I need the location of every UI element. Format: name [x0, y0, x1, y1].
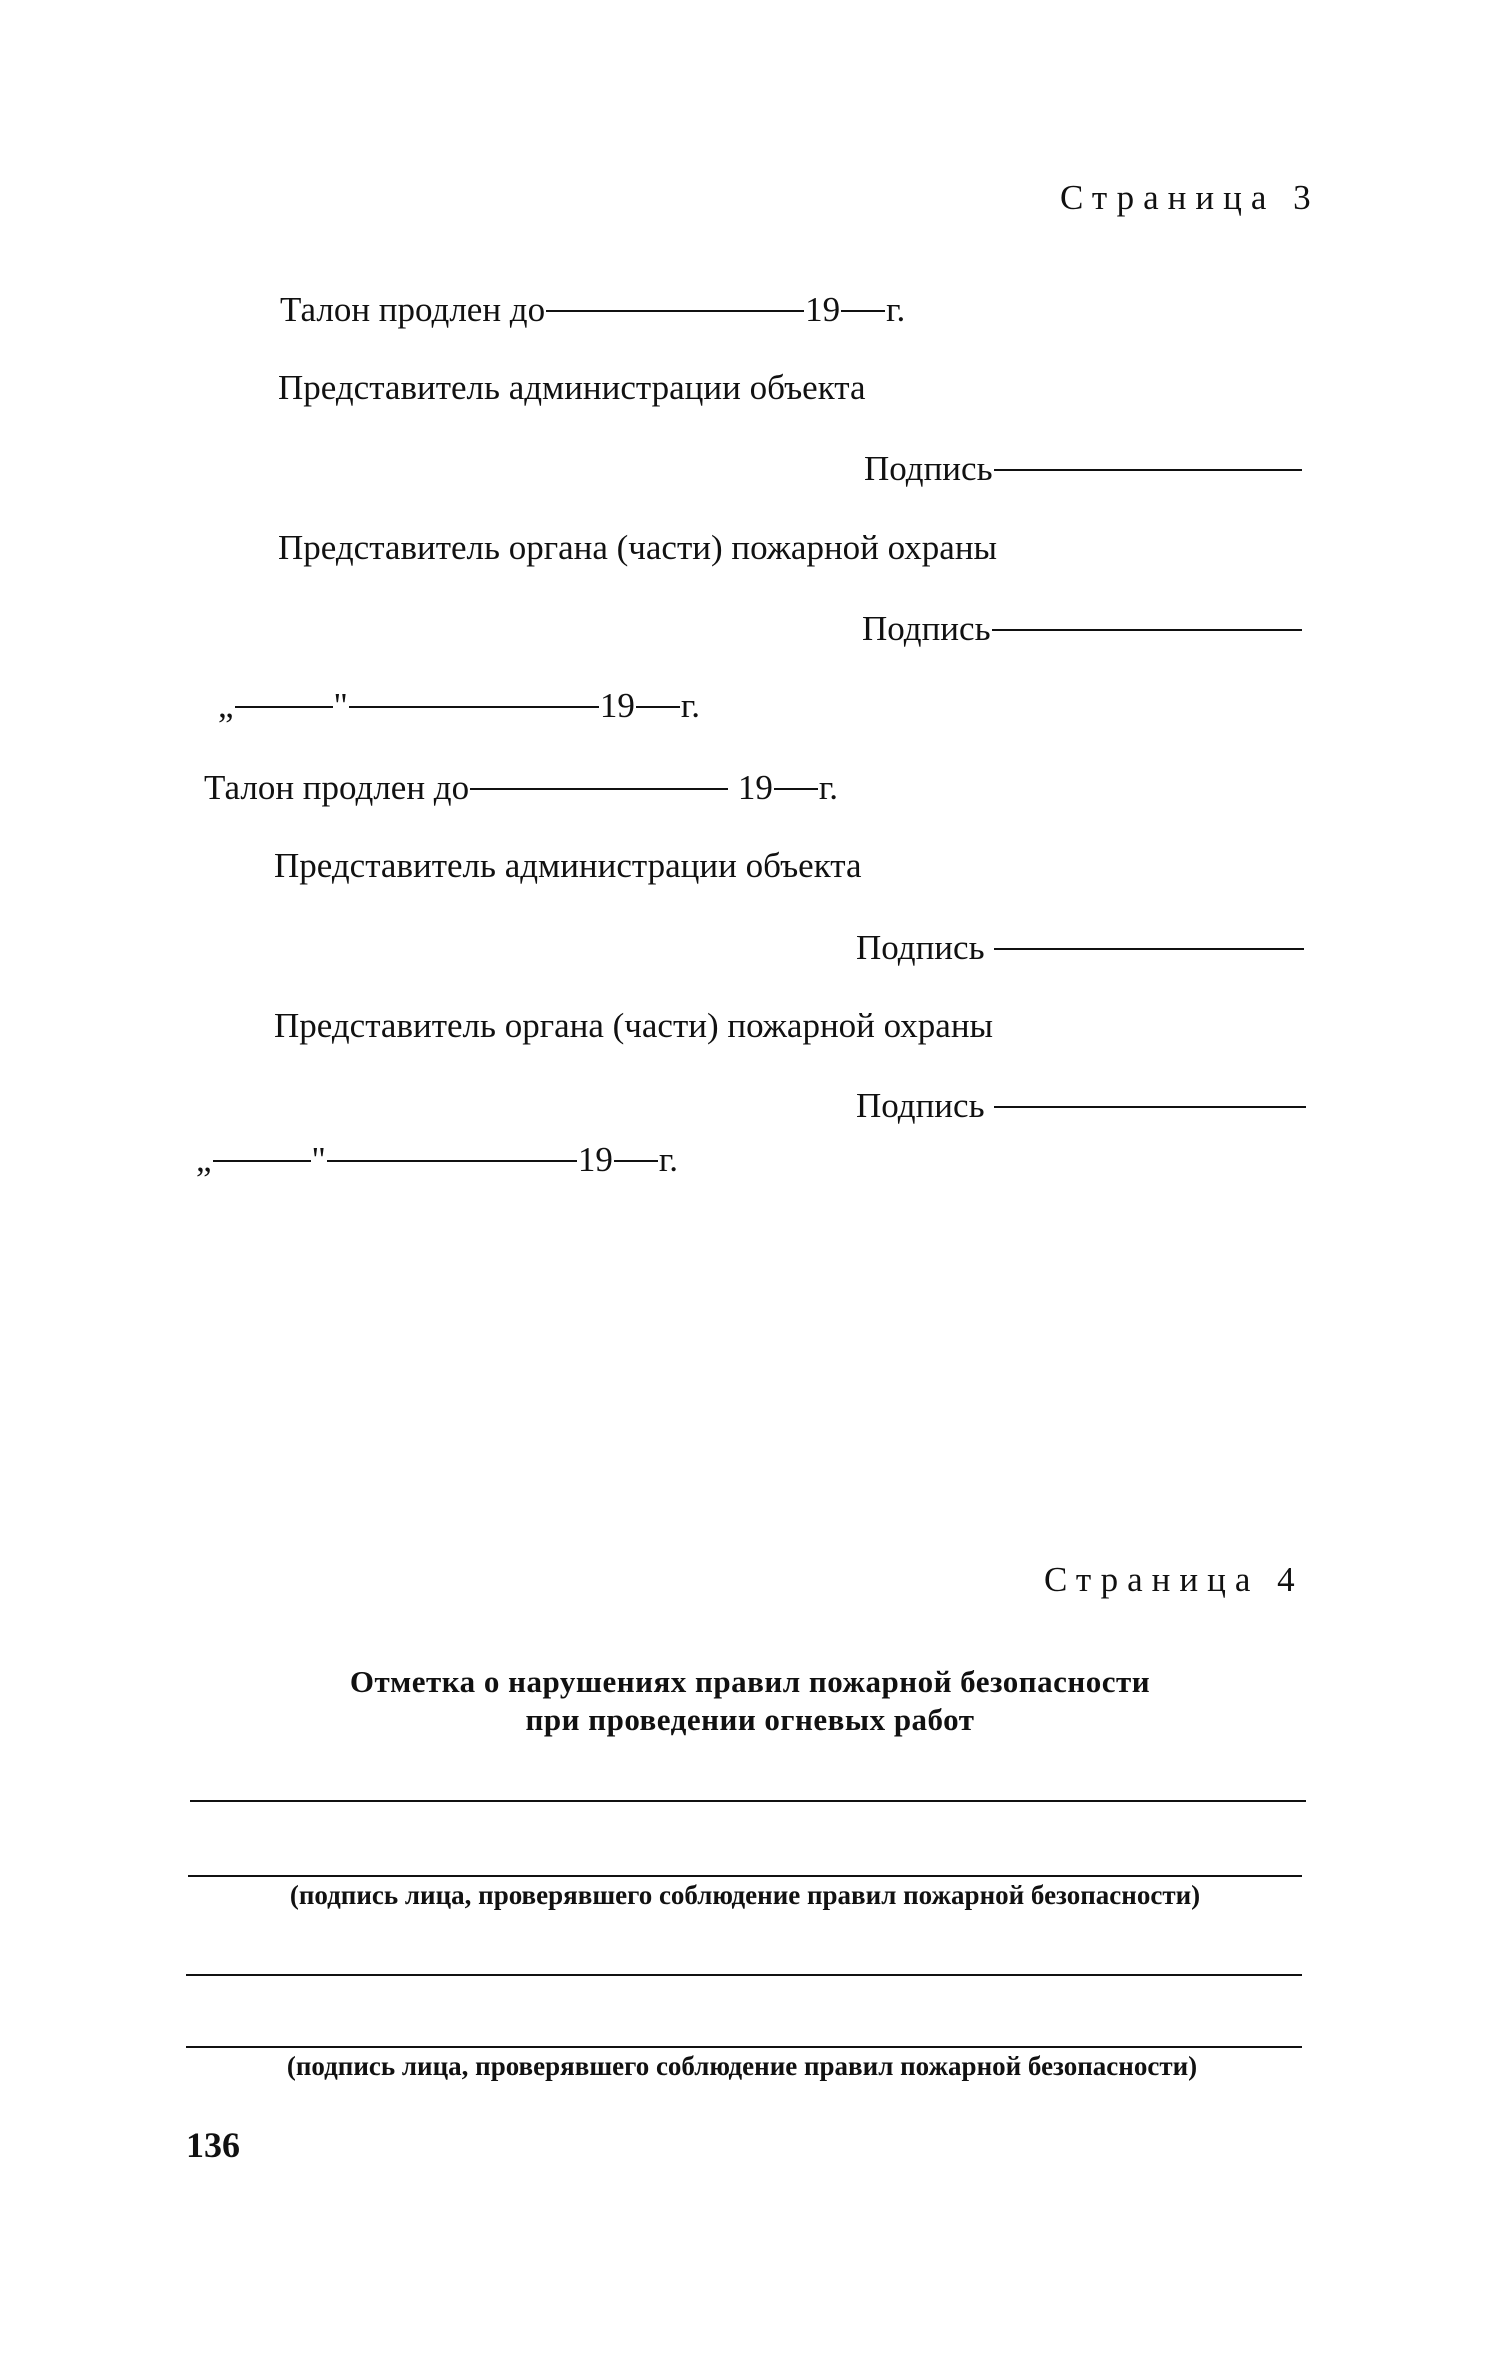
fire-signature-blank[interactable]	[994, 1106, 1306, 1108]
violation-entry-line-2[interactable]	[186, 1974, 1302, 1976]
violation-entry-line-1[interactable]	[190, 1800, 1306, 1802]
year-suffix: г.	[886, 290, 906, 329]
admin-signature-line-1	[864, 449, 1303, 489]
extension-line-2	[204, 768, 838, 808]
year-prefix: 19	[577, 1140, 613, 1179]
month-blank[interactable]	[349, 706, 599, 708]
year-blank[interactable]	[636, 706, 680, 708]
close-quote: "	[333, 686, 348, 725]
extended-label: Талон продлен до	[204, 768, 470, 807]
extended-label: Талон продлен до	[280, 290, 546, 329]
date-line-2	[196, 1140, 678, 1180]
year-blank[interactable]	[841, 310, 885, 312]
month-blank[interactable]	[327, 1160, 577, 1162]
signature-line-1[interactable]	[188, 1875, 1302, 1877]
extension-line-1	[280, 290, 905, 330]
signature-caption-2: (подпись лица, проверявшего соблюдение правил пожарной безопасности)	[286, 2051, 1198, 2081]
year-suffix: г.	[658, 1140, 679, 1179]
extension-date-blank[interactable]	[470, 788, 728, 790]
fire-rep-label-1: Представитель органа (части) пожарной охраны	[278, 528, 998, 567]
year-suffix: г.	[680, 686, 701, 725]
year-prefix: 19	[737, 768, 773, 807]
admin-signature-blank[interactable]	[994, 948, 1304, 950]
violations-title-line2: при проведении огневых работ	[525, 1702, 975, 1737]
page3-header: Страница 3	[1060, 178, 1320, 217]
date-line-1	[218, 686, 700, 726]
page-number: 136	[186, 2125, 240, 2165]
open-quote: „	[218, 686, 234, 725]
day-blank[interactable]	[213, 1160, 311, 1162]
signature-label: Подпись	[862, 609, 991, 648]
page4-header: Страница 4	[1044, 1560, 1304, 1599]
admin-signature-line-2	[856, 928, 1305, 968]
admin-rep-label-2: Представитель администрации объекта	[274, 846, 862, 885]
close-quote: "	[311, 1140, 326, 1179]
fire-signature-line-2	[856, 1086, 1307, 1126]
signature-line-2[interactable]	[186, 2046, 1302, 2048]
signature-label: Подпись	[856, 928, 985, 967]
fire-rep-label-2: Представитель органа (части) пожарной охраны	[274, 1006, 994, 1045]
signature-caption-1: (подпись лица, проверявшего соблюдение правил пожарной безопасности)	[289, 1880, 1201, 1910]
open-quote: „	[196, 1140, 212, 1179]
fire-signature-line-1	[862, 609, 1303, 649]
admin-signature-blank[interactable]	[994, 469, 1302, 471]
year-suffix: г.	[818, 768, 839, 807]
year-blank[interactable]	[774, 788, 818, 790]
signature-label: Подпись	[864, 449, 993, 488]
day-blank[interactable]	[235, 706, 333, 708]
year-blank[interactable]	[614, 1160, 658, 1162]
year-prefix: 19	[805, 290, 841, 329]
admin-rep-label-1: Представитель администрации объекта	[278, 368, 866, 407]
signature-label: Подпись	[856, 1086, 985, 1125]
extension-date-blank[interactable]	[546, 310, 804, 312]
year-prefix: 19	[599, 686, 635, 725]
fire-signature-blank[interactable]	[992, 629, 1302, 631]
violations-title-line1: Отметка о нарушениях правил пожарной безопасности	[349, 1664, 1151, 1699]
